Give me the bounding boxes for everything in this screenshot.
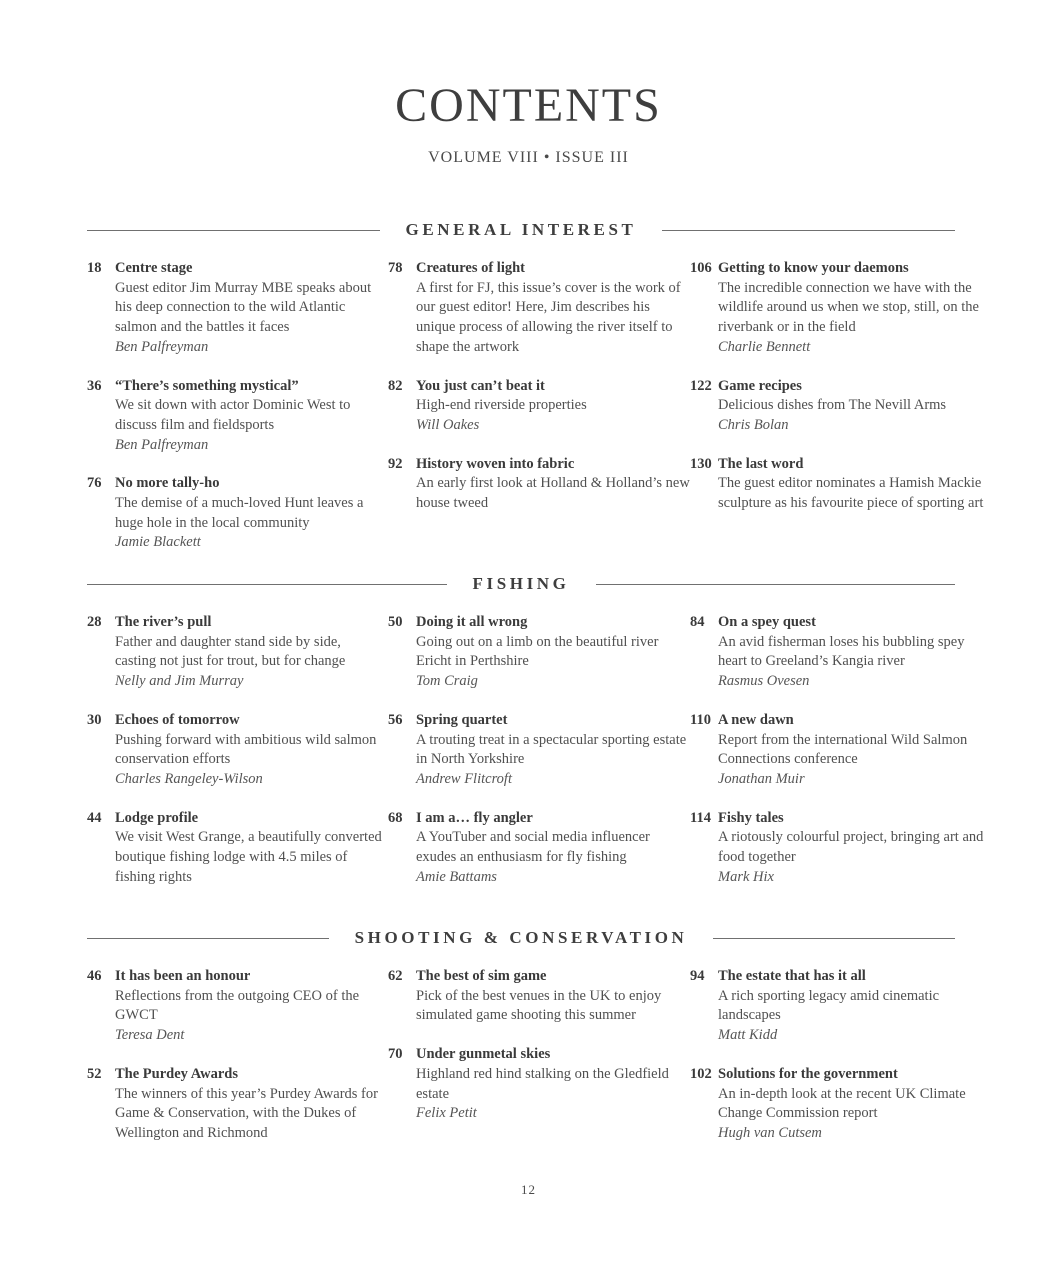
- entry-page-number: 84: [690, 614, 705, 630]
- section-heading: [87, 926, 955, 950]
- entry-description: An avid fisherman loses his bubbling spey heart to Greeland’s Kangia river: [718, 633, 965, 670]
- entry-author: Ben Palfreyman: [115, 436, 209, 453]
- entry-author: Mark Hix: [718, 868, 774, 885]
- entry-description: An in-depth look at the recent UK Climate Change Commission report: [718, 1085, 966, 1122]
- entry-page-number: 70: [388, 1046, 403, 1063]
- entry-page-number: 62: [388, 968, 403, 984]
- entry-description: A first for FJ, this issue’s cover is the work of our guest editor! Here, Jim describes his unique process of allowing the river itself to shape the artwork: [416, 279, 681, 355]
- entry-author: Rasmus Ovesen: [718, 673, 810, 690]
- section-label: SHOOTING & CONSERVATION: [354, 928, 688, 947]
- contents-entry[interactable]: [87, 474, 385, 553]
- entry-author: Charles Rangeley-Wilson: [115, 770, 263, 787]
- entry-author: Jonathan Muir: [718, 770, 805, 787]
- entry-description: A rich sporting legacy amid cinematic landscapes: [718, 987, 940, 1024]
- entry-description: Pick of the best venues in the UK to enjoy simulated game shooting this summer: [416, 987, 662, 1024]
- contents-entry[interactable]: [87, 809, 385, 888]
- entry-page-number: 28: [87, 614, 102, 630]
- section-column: [690, 613, 988, 906]
- entry-page-number: 68: [388, 809, 403, 826]
- section-rule-right: [713, 938, 955, 939]
- entry-description: Report from the international Wild Salmon Connections conference: [718, 731, 968, 768]
- contents-entry[interactable]: [87, 967, 385, 1046]
- section-rule-right: [662, 230, 955, 231]
- entry-title: Getting to know your daemons: [718, 260, 909, 276]
- entry-author: Tom Craig: [416, 673, 478, 690]
- entry-page-number: 130: [690, 455, 712, 472]
- entry-page-number: 110: [690, 711, 711, 728]
- section-rule-left: [87, 584, 447, 585]
- entry-description: The incredible connection we have with the wildlife around us when we stop, still, on the riverbank or in the field: [718, 279, 979, 336]
- contents-entry[interactable]: [388, 711, 691, 790]
- entry-page-number: 78: [388, 260, 403, 276]
- section-rule-right: [596, 584, 956, 585]
- page-number: 12: [521, 1182, 536, 1197]
- contents-entry[interactable]: [388, 809, 691, 888]
- entry-title: No more tally-ho: [115, 475, 220, 492]
- contents-entry[interactable]: [87, 613, 385, 692]
- entry-page-number: 106: [690, 260, 712, 276]
- entry-title: Solutions for the government: [718, 1065, 898, 1082]
- entry-page-number: 52: [87, 1065, 102, 1082]
- entry-author: Amie Battams: [416, 868, 497, 885]
- section-heading: [87, 218, 955, 242]
- entry-author: Hugh van Cutsem: [718, 1124, 822, 1141]
- entry-description: Pushing forward with ambitious wild salmon conservation efforts: [115, 731, 377, 768]
- entry-title: I am a… fly angler: [416, 809, 533, 826]
- section-column: [690, 967, 988, 1163]
- entry-title: The river’s pull: [115, 614, 212, 630]
- entry-author: Jamie Blackett: [115, 534, 201, 551]
- entry-page-number: 44: [87, 809, 102, 826]
- volume-issue: VOLUME VIII • ISSUE III: [428, 149, 629, 166]
- contents-entry[interactable]: [690, 967, 988, 1046]
- entry-page-number: 30: [87, 711, 102, 728]
- entry-title: Creatures of light: [416, 260, 526, 276]
- entry-author: Matt Kidd: [718, 1027, 778, 1044]
- entry-page-number: 50: [388, 614, 403, 630]
- entry-title: Centre stage: [115, 260, 193, 276]
- entry-author: Will Oakes: [416, 416, 480, 433]
- entry-page-number: 82: [388, 377, 403, 394]
- contents-entry[interactable]: [690, 1065, 988, 1144]
- entry-author: Ben Palfreyman: [115, 338, 209, 355]
- section-column: [690, 259, 988, 533]
- entry-title: Spring quartet: [416, 711, 508, 728]
- entry-title: History woven into fabric: [416, 455, 575, 472]
- entry-page-number: 46: [87, 968, 102, 984]
- contents-entry[interactable]: [87, 711, 385, 790]
- entry-author: Charlie Bennett: [718, 338, 811, 355]
- entry-description: An early first look at Holland & Holland’s new house tweed: [416, 475, 690, 512]
- entry-description: Going out on a limb on the beautiful river Ericht in Perthshire: [416, 633, 659, 670]
- contents-entry[interactable]: [690, 711, 988, 790]
- entry-page-number: 36: [87, 377, 102, 394]
- contents-entry[interactable]: [388, 455, 691, 514]
- section-column: [388, 967, 691, 1143]
- entry-author: Felix Petit: [416, 1105, 477, 1122]
- entry-title: You just can’t beat it: [416, 377, 545, 394]
- section-rule-left: [87, 230, 380, 231]
- contents-entry[interactable]: [690, 259, 988, 358]
- entry-title: Lodge profile: [115, 809, 199, 826]
- entry-title: Echoes of tomorrow: [115, 711, 240, 728]
- contents-entry[interactable]: [690, 613, 988, 692]
- contents-entry[interactable]: [690, 809, 988, 888]
- section-column: [87, 259, 385, 572]
- entry-title: “There’s something mystical”: [115, 377, 299, 394]
- contents-entry[interactable]: [388, 377, 691, 436]
- entry-description: High-end riverside properties: [416, 397, 587, 414]
- entry-description: Highland red hind stalking on the Gledfield estate: [416, 1065, 669, 1102]
- contents-entry[interactable]: [388, 967, 691, 1026]
- contents-entry[interactable]: [388, 613, 691, 692]
- contents-entry[interactable]: [690, 377, 988, 436]
- entry-description: Father and daughter stand side by side, casting not just for trout, but for change: [115, 633, 346, 670]
- page-title: CONTENTS: [395, 79, 662, 132]
- entry-description: The winners of this year’s Purdey Awards for Game & Conservation, with the Dukes of Wellington and Richmond: [115, 1085, 378, 1141]
- entry-author: Chris Bolan: [718, 416, 789, 433]
- section-column: [388, 259, 691, 533]
- entry-title: The Purdey Awards: [115, 1065, 238, 1082]
- section-label: FISHING: [472, 574, 570, 593]
- entry-description: The guest editor nominates a Hamish Mackie sculpture as his favourite piece of sporting art: [718, 475, 984, 512]
- entry-description: We sit down with actor Dominic West to discuss film and fieldsports: [115, 397, 351, 433]
- entry-description: The demise of a much-loved Hunt leaves a huge hole in the local community: [115, 495, 364, 531]
- entry-title: The best of sim game: [416, 968, 547, 984]
- entry-page-number: 102: [690, 1065, 712, 1082]
- section-rule-left: [87, 938, 329, 939]
- entry-title: Fishy tales: [718, 809, 784, 826]
- entry-title: The last word: [718, 455, 804, 472]
- entry-title: The estate that has it all: [718, 968, 866, 984]
- contents-entry[interactable]: [87, 1065, 385, 1144]
- contents-entry[interactable]: [87, 259, 385, 358]
- entry-description: A trouting treat in a spectacular sporting estate in North Yorkshire: [416, 731, 687, 768]
- entry-author: Nelly and Jim Murray: [115, 673, 244, 690]
- entry-author: Teresa Dent: [115, 1027, 185, 1044]
- contents-entry[interactable]: [388, 1045, 691, 1124]
- contents-entry[interactable]: [388, 259, 691, 358]
- entry-description: Reflections from the outgoing CEO of the GWCT: [115, 987, 360, 1024]
- entry-description: Guest editor Jim Murray MBE speaks about his deep connection to the wild Atlantic salmon and the battles it faces: [115, 279, 372, 336]
- entry-title: Game recipes: [718, 377, 802, 394]
- entry-author: Andrew Flitcroft: [416, 770, 512, 787]
- entry-page-number: 122: [690, 377, 712, 394]
- entry-page-number: 92: [388, 455, 403, 472]
- section-column: [87, 967, 385, 1163]
- entry-title: Under gunmetal skies: [416, 1046, 551, 1063]
- entry-description: We visit West Grange, a beautifully converted boutique fishing lodge with 4.5 miles of fishing rights: [115, 829, 382, 885]
- entry-description: A YouTuber and social media influencer exudes an enthusiasm for fly fishing: [416, 829, 650, 866]
- entry-description: Delicious dishes from The Nevill Arms: [718, 397, 947, 414]
- section-label: GENERAL INTEREST: [405, 220, 637, 239]
- section-column: [87, 613, 385, 906]
- entry-page-number: 76: [87, 475, 102, 492]
- entry-title: Doing it all wrong: [416, 614, 528, 630]
- entry-page-number: 18: [87, 260, 102, 276]
- entry-page-number: 94: [690, 968, 705, 984]
- section-heading: [87, 572, 955, 596]
- contents-entry[interactable]: [87, 377, 385, 456]
- entry-title: It has been an honour: [115, 968, 251, 984]
- entry-description: A riotously colourful project, bringing art and food together: [718, 829, 984, 866]
- section-column: [388, 613, 691, 906]
- contents-entry[interactable]: [690, 455, 988, 514]
- entry-title: A new dawn: [718, 711, 794, 728]
- entry-page-number: 56: [388, 711, 403, 728]
- entry-title: On a spey quest: [718, 614, 816, 630]
- entry-page-number: 114: [690, 809, 711, 826]
